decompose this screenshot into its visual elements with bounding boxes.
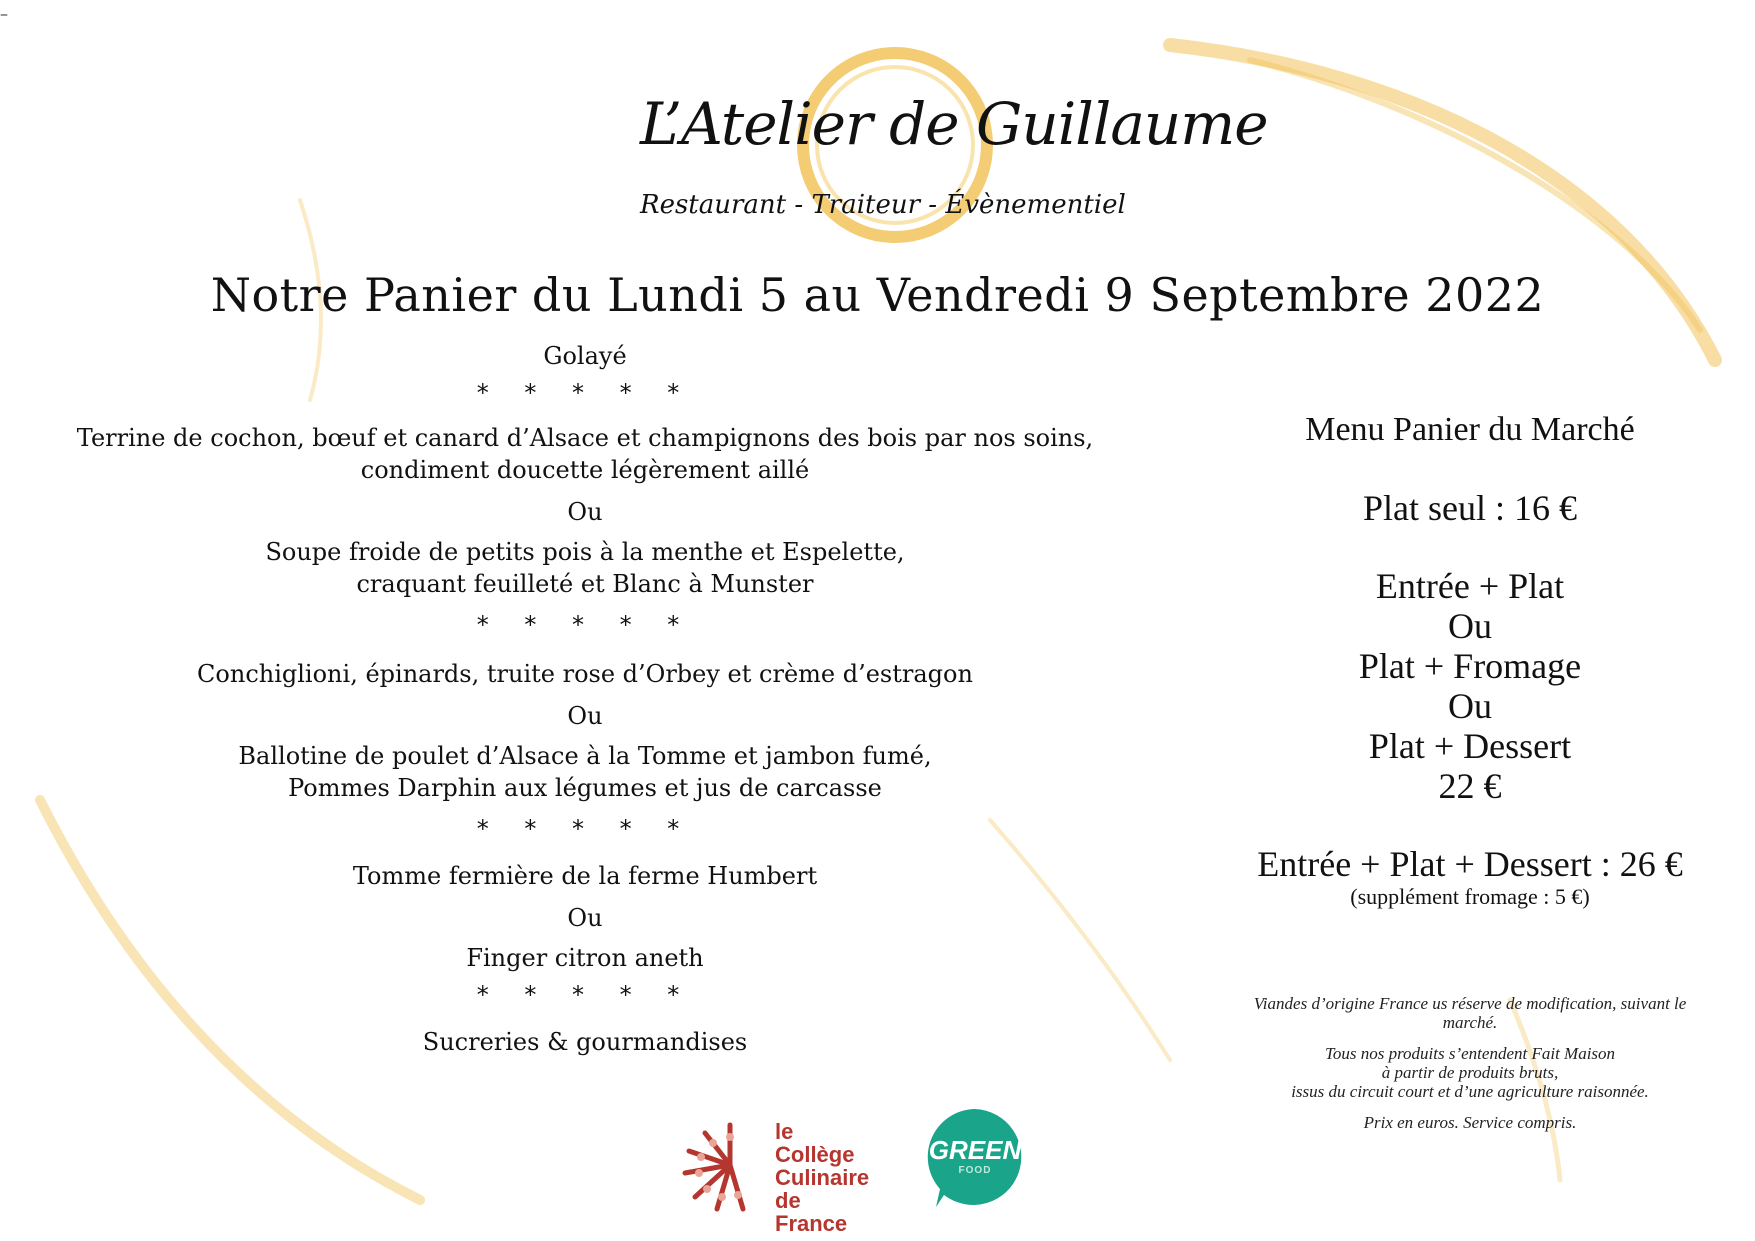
menu-entree-1-line2: condiment doucette légèrement aillé bbox=[360, 456, 810, 484]
price-or: Ou bbox=[1448, 686, 1492, 726]
note-origin-line2: marché. bbox=[1442, 1013, 1498, 1032]
note-homemade-line3: issus du circuit court et d’une agriculture raisonnée. bbox=[1291, 1082, 1649, 1101]
college-line-3: de France bbox=[775, 1188, 848, 1236]
menu-separator: * * * * * bbox=[476, 611, 694, 639]
price-full-menu: Entrée + Plat + Dessert : 26 € bbox=[1257, 844, 1683, 884]
pricing-panel bbox=[1210, 410, 1730, 1132]
menu-entree-2-line1: Soupe froide de petits pois à la menthe et Espelette, bbox=[265, 538, 905, 566]
page-title: Notre Panier du Lundi 5 au Vendredi 9 Septembre 2022 bbox=[210, 268, 1545, 322]
menu-separator: * * * * * bbox=[476, 981, 694, 1009]
menu-or: Ou bbox=[567, 904, 603, 932]
menu-dessert: Finger citron aneth bbox=[466, 944, 704, 972]
price-supplement: (supplément fromage : 5 €) bbox=[1350, 884, 1590, 909]
college-name bbox=[775, 1120, 875, 1235]
college-culinaire-logo bbox=[675, 1115, 875, 1236]
corner-mark: – bbox=[0, 4, 8, 23]
green-food-logo bbox=[922, 1105, 1028, 1211]
college-line-1: le Collège bbox=[775, 1119, 855, 1167]
menu-entree-1-line1: Terrine de cochon, bœuf et canard d’Alsace et champignons des bois par nos soins, bbox=[76, 424, 1094, 452]
price-combo-2: Plat + Fromage bbox=[1358, 646, 1582, 686]
menu-plat-2-line2: Pommes Darphin aux légumes et jus de carcasse bbox=[288, 774, 882, 802]
note-prices: Prix en euros. Service compris. bbox=[1363, 1113, 1577, 1132]
menu-plat-1: Conchiglioni, épinards, truite rose d’Orbey et crème d’estragon bbox=[197, 660, 973, 688]
note-homemade-line1: Tous nos produits s’entendent Fait Maison bbox=[1324, 1044, 1616, 1063]
logo-title: L’Atelier de Guillaume bbox=[640, 90, 1268, 158]
menu-or: Ou bbox=[567, 702, 603, 730]
note-origin-line1: Viandes d’origine France us réserve de modification, suivant le bbox=[1253, 994, 1687, 1013]
green-food-subtitle: FOOD bbox=[958, 1165, 992, 1176]
price-plat-seul: Plat seul : 16 € bbox=[1363, 488, 1577, 528]
restaurant-logo bbox=[640, 30, 1268, 260]
menu-plat-2-line1: Ballotine de poulet d’Alsace à la Tomme et jambon fumé, bbox=[238, 742, 932, 770]
menu-separator: * * * * * bbox=[476, 379, 694, 407]
green-food-title: GREEN bbox=[928, 1135, 1022, 1165]
notes-block bbox=[1210, 994, 1730, 1132]
menu-or: Ou bbox=[567, 498, 603, 526]
menu-entree-2-line2: craquant feuilleté et Blanc à Munster bbox=[356, 570, 814, 598]
menu-aperitif: Golayé bbox=[543, 342, 627, 370]
college-line-2: Culinaire bbox=[775, 1165, 870, 1190]
price-combo-value: 22 € bbox=[1438, 766, 1502, 806]
price-or: Ou bbox=[1448, 606, 1492, 646]
price-combo-1: Entrée + Plat bbox=[1375, 566, 1565, 606]
menu-separator: * * * * * bbox=[476, 815, 694, 843]
menu-list bbox=[60, 340, 1110, 1058]
note-homemade-line2: à partir de produits bruts, bbox=[1381, 1063, 1559, 1082]
price-combo-3: Plat + Dessert bbox=[1368, 726, 1572, 766]
logo-subtitle: Restaurant - Traiteur - Évènementiel bbox=[640, 190, 1126, 220]
college-burst-icon bbox=[675, 1115, 775, 1215]
pricing-heading: Menu Panier du Marché bbox=[1305, 411, 1635, 448]
menu-mignardises: Sucreries & gourmandises bbox=[422, 1028, 748, 1056]
menu-fromage: Tomme fermière de la ferme Humbert bbox=[352, 862, 818, 890]
